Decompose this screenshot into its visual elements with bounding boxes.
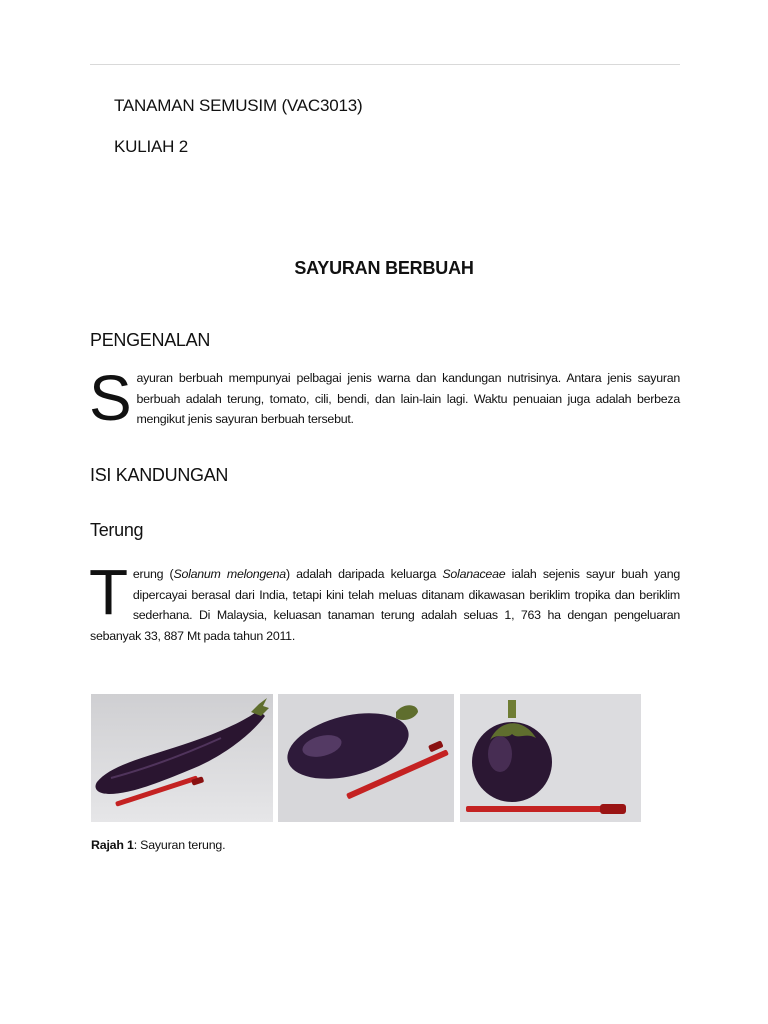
terung-dropcap: T	[89, 556, 128, 628]
photo-oval-eggplant	[278, 694, 454, 822]
terung-text-3: ialah sejenis sayur buah yang dipercayai berasal dari India, tetapi kini telah meluas ditanam dikawasan beriklim tropika dan beriklim sederhana. Di Malaysia, keluasan tanaman terung adalah seluas 1, 763 ha dengan pengeluaran sebanyak 33, 887 Mt pada tahun 2011.	[90, 567, 680, 643]
lecture-number: KULIAH 2	[114, 137, 188, 156]
intro-heading: PENGENALAN	[90, 330, 211, 350]
photo-long-eggplant	[91, 694, 273, 822]
course-title: TANAMAN SEMUSIM (VAC3013)	[114, 96, 363, 115]
intro-text: ayuran berbuah mempunyai pelbagai jenis warna dan kandungan nutrisinya. Antara jenis sayuran berbuah adalah terung, tomato, cili, bendi, dan lain-lain lagi. Waktu penuaian juga adalah berbeza mengikut jenis sayuran berbuah tersebut.	[136, 371, 680, 426]
caption-label: Rajah 1	[91, 838, 134, 852]
top-rule	[90, 64, 680, 65]
caption-text: : Sayuran terung.	[133, 838, 226, 852]
terung-family-name: Solanaceae	[442, 567, 506, 581]
intro-dropcap: S	[89, 362, 132, 434]
photo-round-eggplant	[460, 694, 641, 822]
figure-caption	[91, 838, 225, 852]
page-title: SAYURAN BERBUAH	[294, 258, 474, 278]
contents-heading: ISI KANDUNGAN	[90, 465, 229, 485]
terung-paragraph	[89, 556, 680, 646]
intro-paragraph	[89, 362, 680, 434]
terung-text-1: erung (	[132, 567, 174, 581]
terung-scientific-name: Solanum melongena	[173, 567, 286, 581]
terung-text-2: ) adalah daripada keluarga	[285, 567, 443, 581]
terung-heading: Terung	[90, 520, 144, 540]
